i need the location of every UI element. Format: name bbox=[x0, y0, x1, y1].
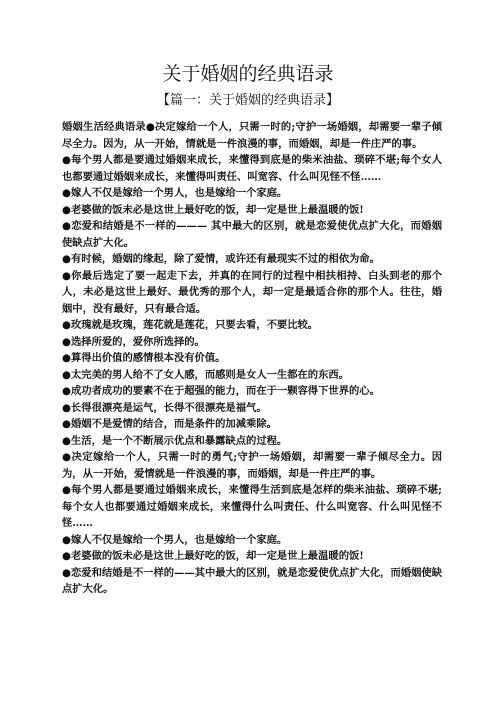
document-body bbox=[62, 119, 442, 598]
paragraph: ●恋爱和结婚是不一样的——— 其中最大的区别，就是恋爱使优点扩大化，而婚姻使缺点扩大化。 bbox=[62, 220, 442, 249]
paragraph: ●长得很漂亮是运气，长得不很漂亮是福气。 bbox=[62, 401, 267, 414]
document-title: 关于婚姻的经典语录 bbox=[162, 63, 334, 85]
paragraph: ●生活，是一个不断展示优点和暴露缺点的过程。 bbox=[62, 434, 288, 447]
paragraph: ●成功者成功的要素不在于超强的能力，而在于一颗容得下世界的心。 bbox=[62, 385, 380, 397]
paragraph: ●每个男人都是要通过婚姻来成长，来懂得生活到底是怎样的柴米油盐、琐碎不堪;每个女人也都要通过婚姻来成长，来懂得什么叫责任、什么叫宽容、什么叫见怪不怪…… bbox=[62, 484, 442, 529]
paragraph: ●你最后选定了要一起走下去，并真的在同行的过程中相扶相持、白头到老的那个人，未必是这世上最好、最优秀的那个人，却一定是最适合你的那个人。往往，婚姻中，没有最好，只有最合适。 bbox=[62, 269, 442, 315]
paragraph: ●玫瑰就是玫瑰，莲花就是莲花，只要去看，不要比较。 bbox=[62, 319, 319, 331]
paragraph: ●老婆做的饭未必是这世上最好吃的饭，却一定是世上最温暖的饭! bbox=[62, 203, 364, 216]
paragraph: ●太完美的男人给不了女人感，而感则是女人一生都在的东西。 bbox=[62, 368, 349, 381]
paragraph: ●老婆做的饭未必是这世上最好吃的饭，却一定是世上最温暖的饭! bbox=[62, 550, 364, 562]
paragraph: ●有时候，婚姻的缘起，除了爱情，或许还有最现实不过的相依为命。 bbox=[62, 253, 380, 265]
paragraph: ●嫁人不仅是嫁给一个男人，也是嫁给一个家庭。 bbox=[62, 187, 288, 199]
paragraph: ●决定嫁给一个人，只需一时的勇气;守护一场婚姻，却需要一辈子倾尽全力。因为，从一开始，爱情就是一件浪漫的事，而婚姻，却是一件庄严的事。 bbox=[62, 451, 442, 480]
paragraph: ●嫁人不仅是嫁给一个男人，也是嫁给一个家庭。 bbox=[62, 533, 288, 546]
paragraph: 婚姻生活经典语录●决定嫁给一个人，只需一时的;守护一场婚姻，却需要一辈子倾尽全力。因为，从一开始，情就是一件浪漫的事，而婚姻，却是一件庄严的事。 bbox=[62, 121, 442, 150]
paragraph: ●恋爱和结婚是不一样的——其中最大的区别，就是恋爱使优点扩大化，而婚姻使缺点扩大化。 bbox=[62, 566, 442, 595]
paragraph: ●每个男人都是要通过婚姻来成长，来懂得到底是的柴米油盐、琐碎不堪;每个女人也都要通过婚姻来成长，来懂得叫责任、叫宽容、什么叫见怪不怪…… bbox=[62, 154, 442, 183]
paragraph: ●选择所爱的，爱你所选择的。 bbox=[62, 335, 205, 348]
document-subtitle: 【篇一：关于婚姻的经典语录】 bbox=[156, 93, 339, 108]
paragraph: ●婚姻不是爱情的结合，而是条件的加减乘除。 bbox=[62, 418, 277, 430]
paragraph: ●算得出价值的感情根本没有价值。 bbox=[62, 352, 226, 364]
